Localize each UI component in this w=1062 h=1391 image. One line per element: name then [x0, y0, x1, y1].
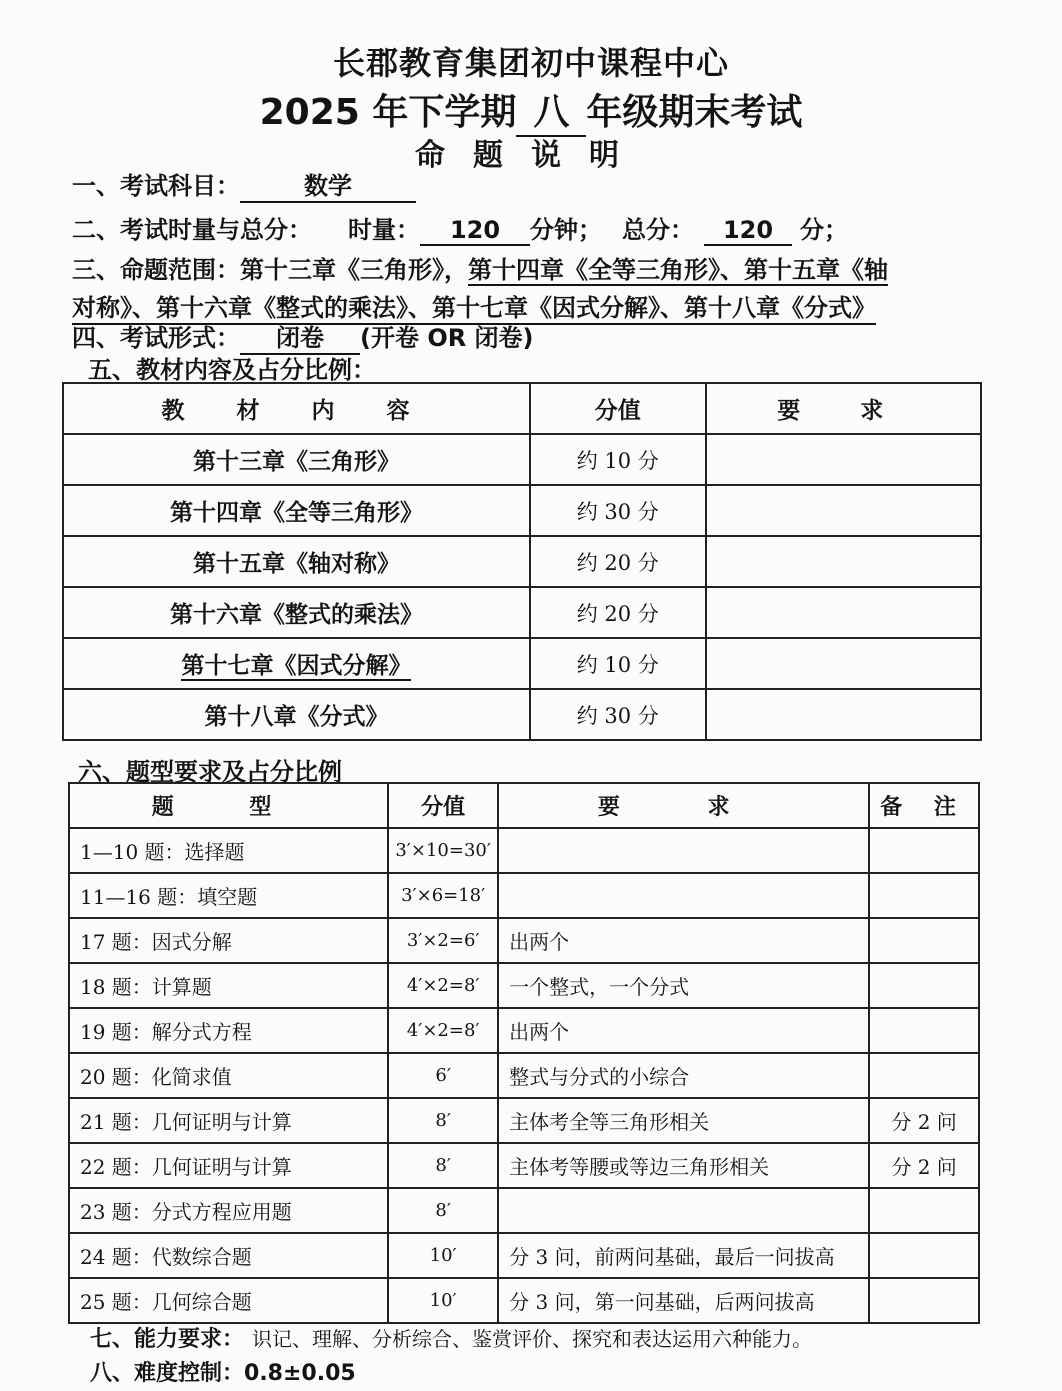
form-label: 四、考试形式：: [72, 324, 240, 352]
types-section-label: 六、题型要求及占分比例: [78, 758, 342, 786]
subject-value: 数学: [240, 166, 416, 203]
table-row: [69, 963, 979, 1008]
header-content: 教 材 内 容: [63, 383, 530, 434]
score-cell: 10′: [388, 1233, 498, 1278]
requirement-cell: [706, 536, 981, 587]
requirement-cell: 分 3 问，前两问基础，最后一问拔高: [498, 1233, 869, 1278]
table-row: [69, 1008, 979, 1053]
table-row: [69, 1098, 979, 1143]
content-section-label: 五、教材内容及占分比例：: [88, 356, 376, 384]
score-cell: 3′×6=18′: [388, 873, 498, 918]
table-row: [63, 689, 981, 740]
type-cell: 17 题：因式分解: [69, 918, 388, 963]
requirement-cell: [706, 689, 981, 740]
ability-line: [90, 1322, 812, 1353]
score-cell: 4′×2=8′: [388, 1008, 498, 1053]
requirement-cell: [706, 587, 981, 638]
time-label: 二、考试时量与总分：: [72, 216, 312, 244]
exam-title-post: 年级期末考试: [586, 92, 803, 133]
header-note: 备 注: [869, 783, 979, 828]
content-table-header: [63, 383, 981, 434]
type-cell: 21 题：几何证明与计算: [69, 1098, 388, 1143]
table-row: [69, 1143, 979, 1188]
scope-line-1: [72, 250, 888, 285]
note-cell: [869, 828, 979, 873]
type-cell: 24 题：代数综合题: [69, 1233, 388, 1278]
total-value: 120: [704, 216, 792, 246]
time-line: [72, 210, 848, 246]
requirement-cell: [706, 485, 981, 536]
note-cell: [869, 873, 979, 918]
score-cell: 约 10 分: [530, 638, 706, 689]
form-hint: (开卷 OR 闭卷): [360, 324, 534, 352]
score-cell: 8′: [388, 1143, 498, 1188]
difficulty-label: 八、难度控制：: [90, 1361, 245, 1386]
requirement-cell: [706, 434, 981, 485]
table-row: [69, 1278, 979, 1323]
score-cell: 8′: [388, 1188, 498, 1233]
note-cell: [869, 1053, 979, 1098]
table-row: [63, 638, 981, 689]
question-types-table: [68, 782, 980, 1324]
chapter-cell: 第十三章《三角形》: [63, 434, 530, 485]
note-cell: 分 2 问: [869, 1143, 979, 1188]
requirement-cell: 一个整式，一个分式: [498, 963, 869, 1008]
time-unit: 分钟；: [530, 216, 602, 244]
requirement-cell: 分 3 问，第一问基础，后两问拔高: [498, 1278, 869, 1323]
header-requirement: 要 求: [706, 383, 981, 434]
requirement-cell: [498, 873, 869, 918]
score-cell: 8′: [388, 1098, 498, 1143]
table-row: [63, 434, 981, 485]
scope-label: 三、命题范围：: [72, 256, 240, 284]
requirement-cell: [498, 1188, 869, 1233]
chapter-cell: 第十六章《整式的乘法》: [63, 587, 530, 638]
difficulty-line: [90, 1356, 356, 1387]
header-requirement: 要 求: [498, 783, 869, 828]
requirement-cell: [498, 828, 869, 873]
note-cell: 分 2 问: [869, 1098, 979, 1143]
table-row: [69, 1188, 979, 1233]
type-cell: 19 题：解分式方程: [69, 1008, 388, 1053]
type-cell: 25 题：几何综合题: [69, 1278, 388, 1323]
note-cell: [869, 1008, 979, 1053]
ability-text: 识记、理解、分析综合、鉴赏评价、探究和表达运用六种能力。: [252, 1327, 813, 1351]
type-cell: 20 题：化简求值: [69, 1053, 388, 1098]
total-unit: 分；: [800, 216, 848, 244]
grade-blank: 八: [516, 84, 586, 137]
ability-label: 七、能力要求：: [90, 1327, 245, 1352]
table-row: [69, 873, 979, 918]
score-cell: 10′: [388, 1278, 498, 1323]
requirement-cell: 整式与分式的小综合: [498, 1053, 869, 1098]
subject-label: 一、考试科目：: [72, 172, 240, 200]
chapter-text-underlined: 第十七章《因式分解》: [181, 653, 412, 679]
doc-heading: 命题说明: [415, 138, 647, 173]
note-cell: [869, 963, 979, 1008]
type-cell: 1—10 题：选择题: [69, 828, 388, 873]
subject-line: [72, 166, 416, 203]
scope-line-2: 对称》、第十六章《整式的乘法》、第十七章《因式分解》、第十八章《分式》: [72, 288, 876, 325]
table-row: [63, 587, 981, 638]
table-row: [69, 1053, 979, 1098]
score-cell: 约 20 分: [530, 587, 706, 638]
time-value: 120: [420, 216, 530, 246]
table-row: [63, 485, 981, 536]
note-cell: [869, 1278, 979, 1323]
note-cell: [869, 1233, 979, 1278]
type-cell: 22 题：几何证明与计算: [69, 1143, 388, 1188]
score-cell: 3′×10=30′: [388, 828, 498, 873]
header-type: 题 型: [69, 783, 388, 828]
requirement-cell: 主体考全等三角形相关: [498, 1098, 869, 1143]
chapter-cell: 第十八章《分式》: [63, 689, 530, 740]
table-row: [63, 536, 981, 587]
chapter-cell: 第十五章《轴对称》: [63, 536, 530, 587]
table-row: [69, 918, 979, 963]
table-row: [69, 1233, 979, 1278]
score-cell: 约 30 分: [530, 485, 706, 536]
chapter-cell: [63, 638, 530, 689]
header-score: 分值: [388, 783, 498, 828]
header-score: 分值: [530, 383, 706, 434]
type-cell: 18 题：计算题: [69, 963, 388, 1008]
exam-title-pre: 2025 年下学期: [259, 92, 517, 133]
type-cell: 11—16 题：填空题: [69, 873, 388, 918]
table-row: [69, 828, 979, 873]
requirement-cell: 主体考等腰或等边三角形相关: [498, 1143, 869, 1188]
chapter-cell: 第十四章《全等三角形》: [63, 485, 530, 536]
scope-chapter-13: 第十三章《三角形》，: [240, 256, 468, 284]
time-text: 时量：: [348, 216, 420, 244]
note-cell: [869, 1188, 979, 1233]
difficulty-value: 0.8±0.05: [244, 1361, 356, 1386]
requirement-cell: 出两个: [498, 918, 869, 963]
scope-chapters-14-15: 第十四章《全等三角形》、第十五章《轴: [468, 256, 888, 284]
school-title: 长郡教育集团初中课程中心: [332, 44, 729, 82]
content-table: [62, 382, 982, 741]
note-cell: [869, 918, 979, 963]
requirement-cell: [706, 638, 981, 689]
score-cell: 6′: [388, 1053, 498, 1098]
score-cell: 约 30 分: [530, 689, 706, 740]
total-text: 总分：: [622, 216, 694, 244]
score-cell: 约 20 分: [530, 536, 706, 587]
requirement-cell: 出两个: [498, 1008, 869, 1053]
type-cell: 23 题：分式方程应用题: [69, 1188, 388, 1233]
form-value: 闭卷: [240, 318, 360, 355]
score-cell: 4′×2=8′: [388, 963, 498, 1008]
score-cell: 3′×2=6′: [388, 918, 498, 963]
score-cell: 约 10 分: [530, 434, 706, 485]
types-table-header: [69, 783, 979, 828]
